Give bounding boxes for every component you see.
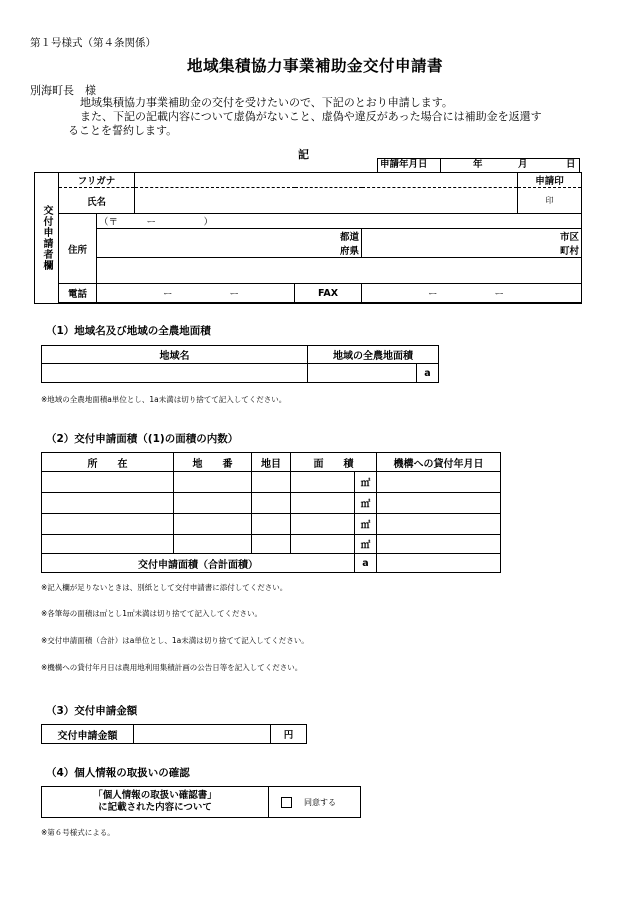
section1-heading: （1）地域名及び地域の全農地面積 (46, 325, 211, 337)
category-field[interactable] (252, 493, 291, 514)
table-row (42, 514, 501, 535)
town-choson: 町村 (362, 243, 582, 258)
col-lease-date: 機構への貸付年月日 (377, 453, 501, 472)
location-field[interactable] (42, 493, 174, 514)
date-month: 月 (518, 159, 528, 170)
section2-note-3: ※交付申請面積（合計）はa単位とし、1a未満は切り捨てて記入してください。 (41, 636, 309, 645)
section4-note: ※第６号様式による。 (41, 828, 115, 837)
area-field[interactable] (291, 535, 355, 554)
fax-field[interactable] (362, 284, 582, 303)
fax-dash-2: ー (494, 289, 505, 300)
privacy-line-2: に記載された内容について (98, 802, 212, 813)
unit-a: a (355, 554, 377, 573)
ki-label: 記 (298, 148, 309, 161)
applicant-table (34, 172, 582, 304)
name-label: 氏名 (59, 188, 135, 214)
lease-date-field[interactable] (377, 514, 501, 535)
area-field[interactable] (291, 493, 355, 514)
location-field[interactable] (42, 472, 174, 493)
unit-m2: ㎡ (355, 493, 377, 514)
area-field[interactable] (291, 472, 355, 493)
lot-field[interactable] (174, 472, 252, 493)
section2-heading: （2）交付申請面積（(1)の面積の内数） (46, 433, 239, 445)
total-farmland-field[interactable] (308, 364, 417, 383)
postal-code-field[interactable]: （〒 ー ） (97, 214, 582, 229)
stamp-header: 申請印 (518, 173, 582, 188)
col-area-name: 地域名 (42, 346, 308, 364)
fax-label: FAX (295, 284, 362, 303)
intro-line-2: また、下記の記載内容について虚偽がないこと、虚偽や違反があった場合には補助金を返還す (80, 110, 542, 123)
total-area-field[interactable] (377, 554, 501, 573)
date-day: 日 (566, 159, 576, 170)
col-total-farmland: 地域の全農地面積 (308, 346, 439, 364)
lease-date-field[interactable] (377, 493, 501, 514)
table-row (42, 493, 501, 514)
name-field[interactable] (135, 188, 518, 214)
date-year: 年 (473, 159, 483, 170)
lot-field[interactable] (174, 535, 252, 554)
date-label: 申請年月日 (380, 159, 428, 170)
applicant-section-label: 交付申請者欄 (35, 173, 59, 304)
area-field[interactable] (291, 514, 355, 535)
privacy-text (42, 787, 269, 818)
phone-dash-1: ー (163, 289, 173, 300)
section3-heading: （3）交付申請金額 (46, 705, 138, 717)
col-location: 所 在 (42, 453, 174, 472)
amount-field[interactable] (134, 725, 271, 744)
category-field[interactable] (252, 535, 291, 554)
lot-field[interactable] (174, 493, 252, 514)
category-field[interactable] (252, 472, 291, 493)
category-field[interactable] (252, 514, 291, 535)
parcel-table (41, 452, 501, 573)
prefecture-fuken: 府県 (97, 243, 362, 258)
address-label: 住所 (59, 214, 97, 284)
privacy-table (41, 786, 361, 818)
section2-note-1: ※記入欄が足りないときは、別紙として交付申請書に添付してください。 (41, 583, 288, 592)
furigana-field[interactable] (135, 173, 518, 188)
phone-label: 電話 (59, 284, 97, 303)
lease-date-field[interactable] (377, 535, 501, 554)
table-row (42, 535, 501, 554)
phone-dash-2: ー (229, 289, 240, 300)
unit-m2: ㎡ (355, 514, 377, 535)
city-shiku: 市区 (362, 229, 582, 244)
unit-yen: 円 (271, 725, 307, 744)
lot-field[interactable] (174, 514, 252, 535)
furigana-label: フリガナ (59, 173, 135, 188)
unit-a: a (417, 364, 439, 383)
phone-field[interactable] (97, 284, 295, 303)
unit-m2: ㎡ (355, 472, 377, 493)
fax-dash-1: ー (428, 289, 438, 300)
col-land-category: 地目 (252, 453, 291, 472)
section4-heading: （4）個人情報の取扱いの確認 (46, 767, 190, 779)
privacy-line-1: 「個人情報の取扱い確認書」 (93, 790, 217, 801)
total-area-label: 交付申請面積（合計面積） (42, 554, 355, 573)
form-number: 第１号様式（第４条関係） (30, 37, 156, 49)
application-date-box (377, 158, 580, 172)
col-lot-number: 地 番 (174, 453, 252, 472)
amount-table (41, 724, 307, 744)
table-row (42, 472, 501, 493)
section2-note-4: ※機構への貸付年月日は農用地利用集積計画の公告日等を記入してください。 (41, 663, 303, 672)
area-table (41, 345, 439, 383)
amount-label: 交付申請金額 (42, 725, 134, 744)
prefecture-todo: 都道 (97, 229, 362, 244)
address-detail-field[interactable] (97, 258, 582, 284)
unit-m2: ㎡ (355, 535, 377, 554)
stamp-mark: 印 (518, 188, 582, 214)
addressee: 別海町長 様 (30, 84, 96, 97)
intro-line-1: 地域集積協力事業補助金の交付を受けたいので、下記のとおり申請します。 (80, 96, 453, 109)
page-title: 地域集積協力事業補助金交付申請書 (186, 57, 443, 75)
agree-cell (269, 787, 361, 818)
agree-checkbox[interactable] (281, 797, 292, 808)
agree-label: 同意する (304, 797, 336, 807)
col-area: 面 積 (291, 453, 377, 472)
intro-line-3: ることを誓約します。 (68, 124, 178, 137)
lease-date-field[interactable] (377, 472, 501, 493)
section2-note-2: ※各筆毎の面積は㎡とし1㎡未満は切り捨てて記入してください。 (41, 609, 263, 618)
section1-note: ※地域の全農地面積a単位とし、1a未満は切り捨てて記入してください。 (41, 395, 287, 404)
location-field[interactable] (42, 514, 174, 535)
location-field[interactable] (42, 535, 174, 554)
area-name-field[interactable] (42, 364, 308, 383)
